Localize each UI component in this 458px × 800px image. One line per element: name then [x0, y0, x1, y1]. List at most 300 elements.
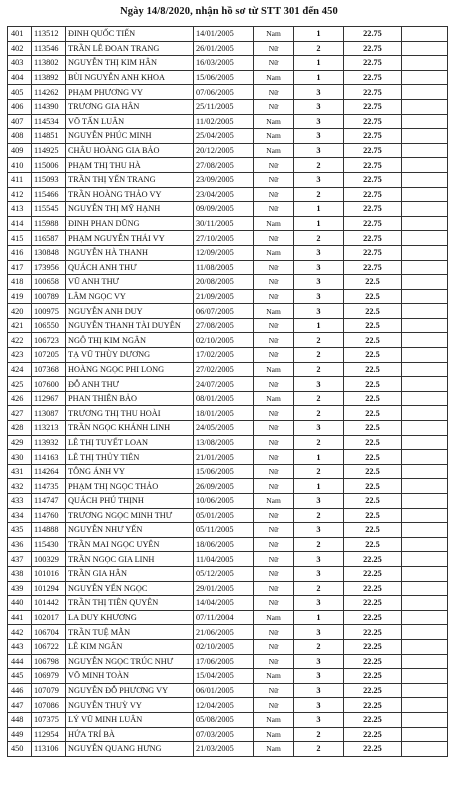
row-name: NGUYỄN NGỌC TRÚC NHƯ [66, 654, 194, 669]
row-dob: 15/06/2005 [194, 464, 254, 479]
row-name: TRẦN NGỌC KHÁNH LINH [66, 421, 194, 436]
row-id: 106704 [32, 625, 66, 640]
row-name: NGUYỄN YẾN NGỌC [66, 581, 194, 596]
row-name: ĐINH QUỐC TIẾN [66, 27, 194, 42]
row-blank-cell [402, 464, 448, 479]
row-stt: 434 [8, 508, 32, 523]
row-stt: 450 [8, 742, 32, 757]
row-name: NGUYỄN ĐỖ PHƯƠNG VY [66, 683, 194, 698]
row-score: 22.75 [344, 41, 402, 56]
row-dob: 05/11/2005 [194, 523, 254, 538]
table-row [8, 99, 448, 114]
row-priority: 3 [294, 172, 344, 187]
row-score: 22.25 [344, 727, 402, 742]
row-priority: 2 [294, 348, 344, 363]
row-priority: 2 [294, 41, 344, 56]
row-blank-cell [402, 158, 448, 173]
table-row [8, 41, 448, 56]
row-blank-cell [402, 712, 448, 727]
row-name: QUÁCH ANH THƯ [66, 260, 194, 275]
table-row [8, 712, 448, 727]
row-stt: 410 [8, 158, 32, 173]
row-score: 22.25 [344, 625, 402, 640]
row-priority: 3 [294, 304, 344, 319]
row-priority: 3 [294, 143, 344, 158]
row-name: BÙI NGUYỄN ANH KHOA [66, 70, 194, 85]
row-stt: 424 [8, 362, 32, 377]
row-sex: Nữ [254, 158, 294, 173]
row-dob: 11/02/2005 [194, 114, 254, 129]
row-dob: 27/08/2005 [194, 318, 254, 333]
row-id: 107600 [32, 377, 66, 392]
row-name: NGUYỄN ANH DUY [66, 304, 194, 319]
row-stt: 445 [8, 669, 32, 684]
row-stt: 421 [8, 318, 32, 333]
row-sex: Nữ [254, 435, 294, 450]
row-blank-cell [402, 129, 448, 144]
row-blank-cell [402, 362, 448, 377]
row-score: 22.75 [344, 70, 402, 85]
row-sex: Nữ [254, 523, 294, 538]
row-name: TẠ VŨ THÙY DƯƠNG [66, 348, 194, 363]
row-dob: 23/04/2005 [194, 187, 254, 202]
table-row [8, 70, 448, 85]
row-id: 102017 [32, 610, 66, 625]
row-dob: 09/09/2005 [194, 202, 254, 217]
row-score: 22.5 [344, 435, 402, 450]
row-sex: Nữ [254, 450, 294, 465]
row-dob: 26/09/2005 [194, 479, 254, 494]
row-stt: 448 [8, 712, 32, 727]
row-priority: 1 [294, 216, 344, 231]
row-sex: Nữ [254, 85, 294, 100]
row-stt: 402 [8, 41, 32, 56]
row-id: 113512 [32, 27, 66, 42]
row-blank-cell [402, 654, 448, 669]
row-dob: 02/10/2005 [194, 639, 254, 654]
row-sex: Nữ [254, 289, 294, 304]
row-dob: 16/03/2005 [194, 56, 254, 71]
row-stt: 405 [8, 85, 32, 100]
row-name: NGUYỄN HÀ THANH [66, 245, 194, 260]
row-name: NGUYỄN PHÚC MINH [66, 129, 194, 144]
row-name: LÂM NGỌC VY [66, 289, 194, 304]
row-sex: Nữ [254, 479, 294, 494]
row-dob: 21/03/2005 [194, 742, 254, 757]
row-sex: Nam [254, 216, 294, 231]
row-id: 107086 [32, 698, 66, 713]
row-id: 106723 [32, 333, 66, 348]
row-stt: 443 [8, 639, 32, 654]
row-score: 22.25 [344, 698, 402, 713]
row-id: 114264 [32, 464, 66, 479]
row-priority: 2 [294, 727, 344, 742]
row-score: 22.25 [344, 742, 402, 757]
row-blank-cell [402, 727, 448, 742]
row-sex: Nam [254, 391, 294, 406]
row-blank-cell [402, 187, 448, 202]
row-id: 112967 [32, 391, 66, 406]
row-name: PHAN THIÊN BẢO [66, 391, 194, 406]
row-priority: 2 [294, 406, 344, 421]
table-row [8, 202, 448, 217]
row-blank-cell [402, 348, 448, 363]
row-name: NGÔ THỊ KIM NGÂN [66, 333, 194, 348]
row-score: 22.75 [344, 158, 402, 173]
row-priority: 3 [294, 289, 344, 304]
row-sex: Nam [254, 742, 294, 757]
row-sex: Nữ [254, 406, 294, 421]
row-score: 22.75 [344, 202, 402, 217]
table-row [8, 566, 448, 581]
row-stt: 428 [8, 421, 32, 436]
row-stt: 441 [8, 610, 32, 625]
row-blank-cell [402, 625, 448, 640]
row-dob: 07/03/2005 [194, 727, 254, 742]
row-stt: 426 [8, 391, 32, 406]
row-dob: 24/07/2005 [194, 377, 254, 392]
row-priority: 2 [294, 391, 344, 406]
row-name: VÕ TẤN LUÂN [66, 114, 194, 129]
row-score: 22.75 [344, 129, 402, 144]
row-stt: 409 [8, 143, 32, 158]
row-dob: 29/01/2005 [194, 581, 254, 596]
row-score: 22.5 [344, 318, 402, 333]
row-priority: 3 [294, 129, 344, 144]
row-blank-cell [402, 596, 448, 611]
row-blank-cell [402, 202, 448, 217]
table-row [8, 114, 448, 129]
row-blank-cell [402, 406, 448, 421]
table-row [8, 581, 448, 596]
row-blank-cell [402, 669, 448, 684]
row-blank-cell [402, 245, 448, 260]
row-id: 115466 [32, 187, 66, 202]
row-score: 22.25 [344, 712, 402, 727]
row-name: TRẦN HOÀNG THẢO VY [66, 187, 194, 202]
row-priority: 3 [294, 654, 344, 669]
row-stt: 440 [8, 596, 32, 611]
row-blank-cell [402, 231, 448, 246]
row-name: NGUYỄN QUANG HƯNG [66, 742, 194, 757]
row-priority: 3 [294, 523, 344, 538]
table-row [8, 172, 448, 187]
row-id: 173956 [32, 260, 66, 275]
row-id: 100329 [32, 552, 66, 567]
row-priority: 3 [294, 99, 344, 114]
row-dob: 02/10/2005 [194, 333, 254, 348]
table-row [8, 143, 448, 158]
row-priority: 2 [294, 435, 344, 450]
row-stt: 419 [8, 289, 32, 304]
row-name: CHÂU HOÀNG GIA BẢO [66, 143, 194, 158]
table-row [8, 231, 448, 246]
row-name: VÕ MINH TOÀN [66, 669, 194, 684]
row-priority: 1 [294, 56, 344, 71]
row-sex: Nam [254, 669, 294, 684]
row-blank-cell [402, 333, 448, 348]
row-score: 22.5 [344, 479, 402, 494]
row-blank-cell [402, 508, 448, 523]
row-priority: 2 [294, 581, 344, 596]
row-score: 22.5 [344, 406, 402, 421]
row-priority: 2 [294, 362, 344, 377]
row-priority: 2 [294, 508, 344, 523]
table-row [8, 435, 448, 450]
row-dob: 17/06/2005 [194, 654, 254, 669]
row-priority: 3 [294, 552, 344, 567]
row-id: 107079 [32, 683, 66, 698]
table-row [8, 275, 448, 290]
row-id: 114735 [32, 479, 66, 494]
row-sex: Nam [254, 727, 294, 742]
row-sex: Nữ [254, 421, 294, 436]
row-dob: 12/04/2005 [194, 698, 254, 713]
row-blank-cell [402, 41, 448, 56]
row-stt: 412 [8, 187, 32, 202]
row-id: 101294 [32, 581, 66, 596]
row-id: 113802 [32, 56, 66, 71]
row-dob: 25/04/2005 [194, 129, 254, 144]
row-score: 22.75 [344, 56, 402, 71]
row-id: 112954 [32, 727, 66, 742]
row-score: 22.5 [344, 362, 402, 377]
row-stt: 423 [8, 348, 32, 363]
table-row [8, 639, 448, 654]
row-dob: 20/12/2005 [194, 143, 254, 158]
row-sex: Nữ [254, 318, 294, 333]
row-name: TRẦN LÊ ĐOAN TRANG [66, 41, 194, 56]
row-stt: 444 [8, 654, 32, 669]
row-priority: 3 [294, 712, 344, 727]
row-id: 106798 [32, 654, 66, 669]
row-id: 114390 [32, 99, 66, 114]
row-score: 22.75 [344, 172, 402, 187]
row-dob: 21/01/2005 [194, 450, 254, 465]
row-name: TRẦN GIA HÂN [66, 566, 194, 581]
row-id: 114760 [32, 508, 66, 523]
row-name: TRẦN THỊ YẾN TRANG [66, 172, 194, 187]
row-name: ĐINH PHAN DŨNG [66, 216, 194, 231]
row-sex: Nữ [254, 552, 294, 567]
row-priority: 2 [294, 158, 344, 173]
row-name: TRƯƠNG THỊ THU HOÀI [66, 406, 194, 421]
row-dob: 10/06/2005 [194, 494, 254, 509]
row-priority: 3 [294, 85, 344, 100]
row-stt: 407 [8, 114, 32, 129]
row-sex: Nữ [254, 231, 294, 246]
row-score: 22.5 [344, 523, 402, 538]
row-blank-cell [402, 143, 448, 158]
row-dob: 11/04/2005 [194, 552, 254, 567]
row-name: NGUYỄN THANH TÀI DUYÊN [66, 318, 194, 333]
row-sex: Nam [254, 304, 294, 319]
row-priority: 1 [294, 27, 344, 42]
row-stt: 442 [8, 625, 32, 640]
row-dob: 14/01/2005 [194, 27, 254, 42]
row-name: TÔNG ÁNH VY [66, 464, 194, 479]
row-id: 107375 [32, 712, 66, 727]
row-id: 114851 [32, 129, 66, 144]
row-blank-cell [402, 683, 448, 698]
row-id: 113546 [32, 41, 66, 56]
document-title: Ngày 14/8/2020, nhận hồ sơ từ STT 301 đến 450 [120, 6, 338, 17]
row-blank-cell [402, 552, 448, 567]
table-row [8, 742, 448, 757]
row-sex: Nam [254, 70, 294, 85]
row-score: 22.5 [344, 348, 402, 363]
row-dob: 25/11/2005 [194, 99, 254, 114]
row-id: 114163 [32, 450, 66, 465]
row-name: NGUYỄN THUỲ VY [66, 698, 194, 713]
table-row [8, 333, 448, 348]
row-dob: 20/08/2005 [194, 275, 254, 290]
row-dob: 26/01/2005 [194, 41, 254, 56]
row-id: 114534 [32, 114, 66, 129]
row-sex: Nam [254, 129, 294, 144]
row-blank-cell [402, 216, 448, 231]
row-score: 22.5 [344, 421, 402, 436]
row-sex: Nữ [254, 41, 294, 56]
row-id: 100658 [32, 275, 66, 290]
row-sex: Nữ [254, 99, 294, 114]
row-sex: Nam [254, 494, 294, 509]
row-score: 22.25 [344, 683, 402, 698]
row-priority: 3 [294, 683, 344, 698]
table-row [8, 318, 448, 333]
row-priority: 1 [294, 610, 344, 625]
table-row [8, 27, 448, 42]
row-name: LÊ THỊ THỦY TIÊN [66, 450, 194, 465]
row-sex: Nữ [254, 187, 294, 202]
row-dob: 23/09/2005 [194, 172, 254, 187]
row-blank-cell [402, 698, 448, 713]
row-dob: 15/06/2005 [194, 70, 254, 85]
row-sex: Nam [254, 610, 294, 625]
row-blank-cell [402, 172, 448, 187]
row-sex: Nữ [254, 275, 294, 290]
row-dob: 24/05/2005 [194, 421, 254, 436]
table-row [8, 260, 448, 275]
row-priority: 1 [294, 70, 344, 85]
row-score: 22.25 [344, 581, 402, 596]
row-blank-cell [402, 70, 448, 85]
row-sex: Nữ [254, 260, 294, 275]
row-sex: Nữ [254, 464, 294, 479]
row-sex: Nữ [254, 348, 294, 363]
row-score: 22.75 [344, 216, 402, 231]
row-name: ĐỖ ANH THƯ [66, 377, 194, 392]
row-id: 113892 [32, 70, 66, 85]
row-stt: 404 [8, 70, 32, 85]
table-row [8, 348, 448, 363]
row-score: 22.5 [344, 391, 402, 406]
row-priority: 3 [294, 494, 344, 509]
row-dob: 06/07/2005 [194, 304, 254, 319]
row-priority: 2 [294, 639, 344, 654]
row-name: HỨA TRÍ BÀ [66, 727, 194, 742]
row-priority: 3 [294, 596, 344, 611]
table-row [8, 377, 448, 392]
row-priority: 3 [294, 698, 344, 713]
row-sex: Nam [254, 245, 294, 260]
row-priority: 1 [294, 202, 344, 217]
row-blank-cell [402, 742, 448, 757]
row-stt: 414 [8, 216, 32, 231]
row-dob: 07/11/2004 [194, 610, 254, 625]
row-dob: 27/02/2005 [194, 362, 254, 377]
table-row [8, 450, 448, 465]
row-stt: 427 [8, 406, 32, 421]
row-blank-cell [402, 566, 448, 581]
row-stt: 435 [8, 523, 32, 538]
table-row [8, 187, 448, 202]
row-name: PHẠM NGUYỄN THÁI VY [66, 231, 194, 246]
row-id: 106550 [32, 318, 66, 333]
row-dob: 30/11/2005 [194, 216, 254, 231]
row-blank-cell [402, 260, 448, 275]
row-name: PHẠM THỊ NGỌC THẢO [66, 479, 194, 494]
row-score: 22.75 [344, 85, 402, 100]
row-score: 22.5 [344, 450, 402, 465]
table-row [8, 537, 448, 552]
row-blank-cell [402, 581, 448, 596]
row-sex: Nữ [254, 683, 294, 698]
row-id: 107205 [32, 348, 66, 363]
row-name: LÊ KIM NGÂN [66, 639, 194, 654]
row-blank-cell [402, 377, 448, 392]
row-name: TRẦN THỊ TIÊN QUYÊN [66, 596, 194, 611]
row-priority: 3 [294, 421, 344, 436]
row-priority: 3 [294, 377, 344, 392]
row-priority: 2 [294, 187, 344, 202]
row-dob: 12/09/2005 [194, 245, 254, 260]
table-row [8, 304, 448, 319]
row-id: 106722 [32, 639, 66, 654]
row-score: 22.5 [344, 333, 402, 348]
row-id: 100789 [32, 289, 66, 304]
row-score: 22.25 [344, 566, 402, 581]
row-stt: 438 [8, 566, 32, 581]
row-sex: Nữ [254, 377, 294, 392]
row-name: TRƯƠNG GIA HÂN [66, 99, 194, 114]
table-row [8, 245, 448, 260]
row-stt: 437 [8, 552, 32, 567]
row-id: 114888 [32, 523, 66, 538]
row-id: 116587 [32, 231, 66, 246]
row-sex: Nữ [254, 56, 294, 71]
row-id: 113106 [32, 742, 66, 757]
row-stt: 416 [8, 245, 32, 260]
row-score: 22.5 [344, 537, 402, 552]
row-id: 130848 [32, 245, 66, 260]
row-name: NGUYỄN NHƯ YẾN [66, 523, 194, 538]
row-dob: 21/06/2005 [194, 625, 254, 640]
row-dob: 17/02/2005 [194, 348, 254, 363]
row-score: 22.75 [344, 99, 402, 114]
table-row [8, 391, 448, 406]
row-score: 22.5 [344, 275, 402, 290]
row-id: 114747 [32, 494, 66, 509]
row-score: 22.25 [344, 596, 402, 611]
row-sex: Nữ [254, 172, 294, 187]
table-row [8, 362, 448, 377]
table-row [8, 216, 448, 231]
row-blank-cell [402, 318, 448, 333]
row-score: 22.5 [344, 304, 402, 319]
row-stt: 425 [8, 377, 32, 392]
row-stt: 422 [8, 333, 32, 348]
